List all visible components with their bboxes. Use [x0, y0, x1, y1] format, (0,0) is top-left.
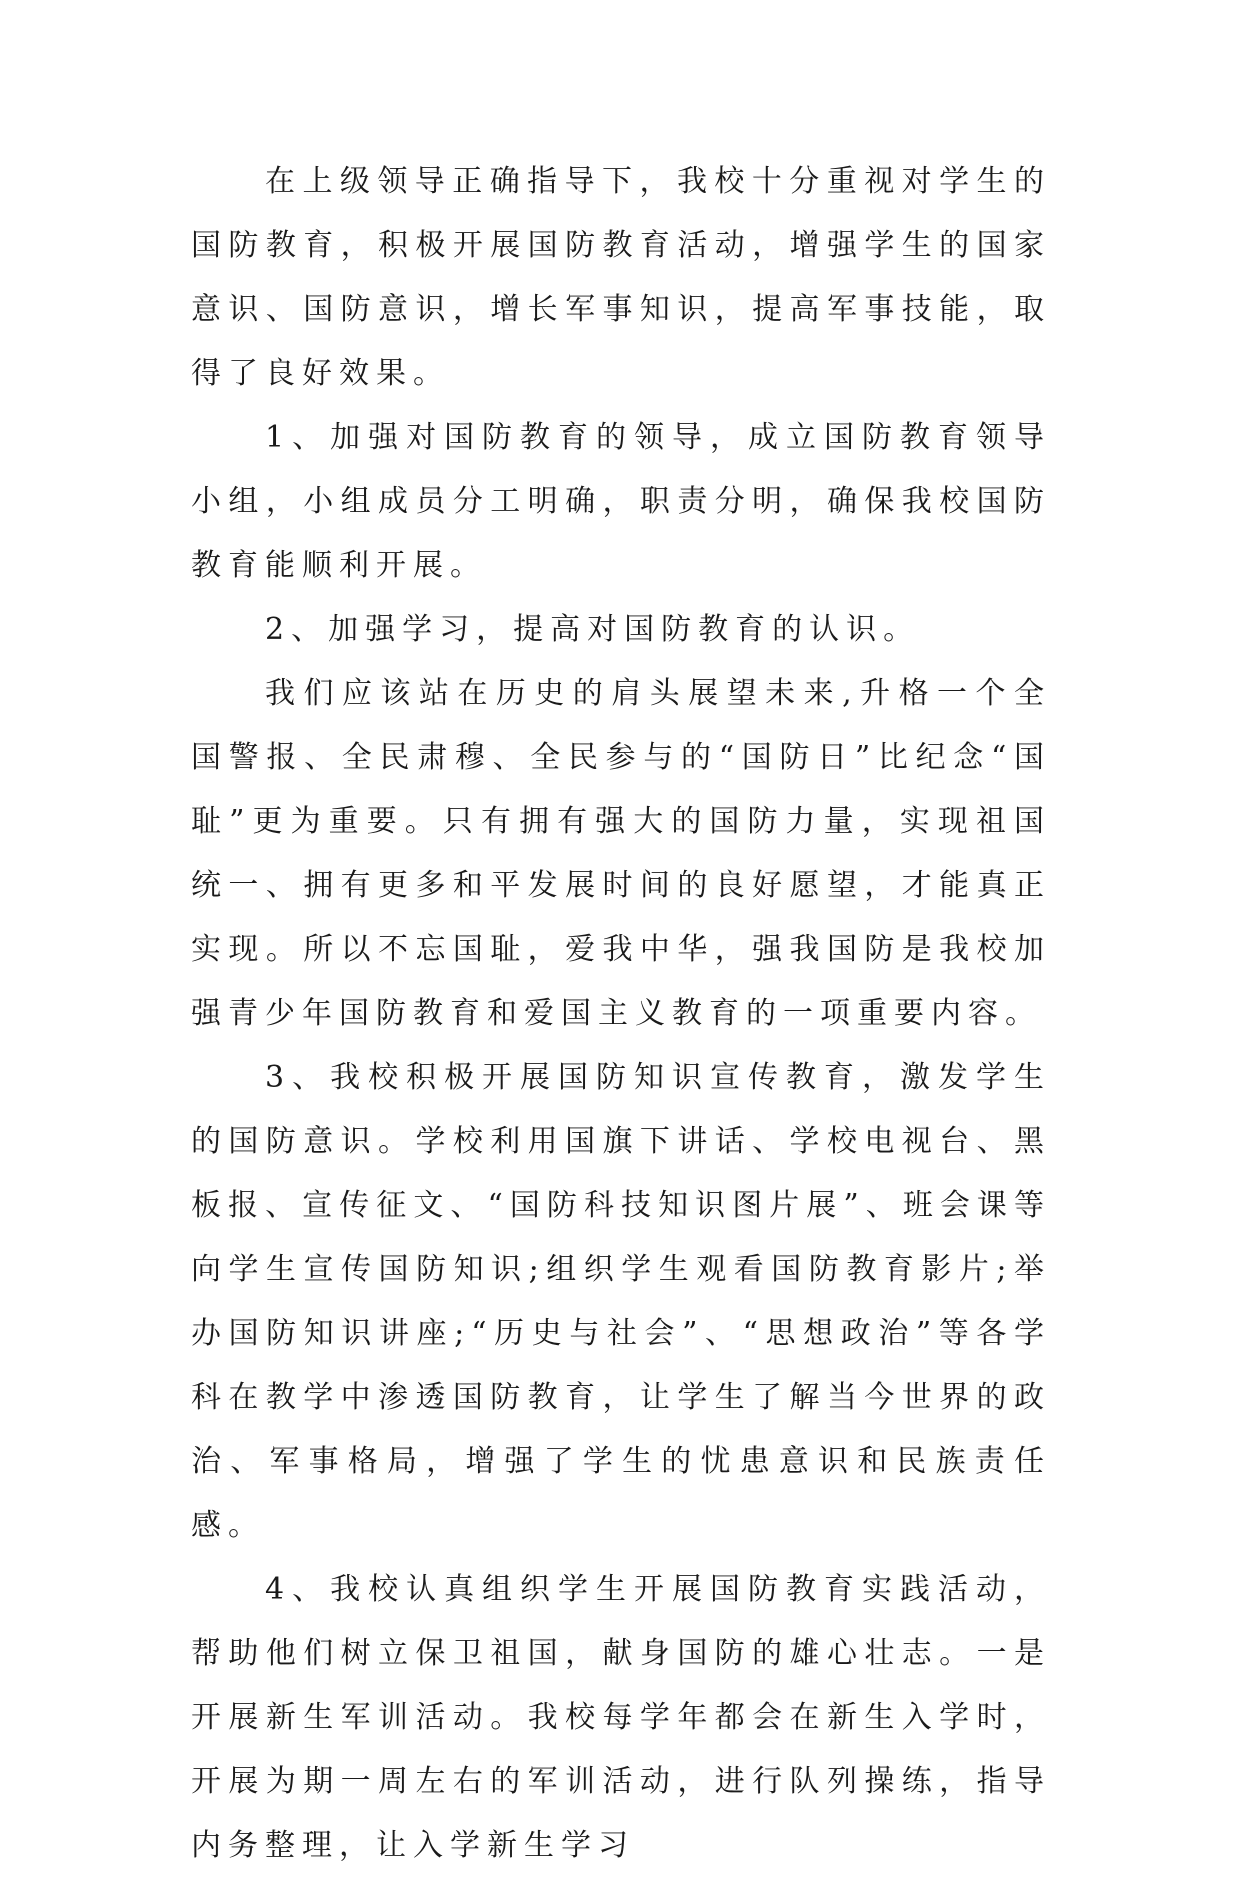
paragraph-item-2: 2、加强学习，提高对国防教育的认识。: [265, 612, 921, 647]
document-body: [191, 150, 1051, 1878]
paragraph-item-4: 4、我校认真组织学生开展国防教育实践活动，帮助他们树立保卫祖国，献身国防的雄心壮志。一是开展新生军训活动。我校每学年都会在新生入学时，开展为期一周左右的军训活动，进行队列操练，指导内务整理，让入学新生学习: [191, 1572, 1051, 1863]
paragraph-item-3: 3、我校积极开展国防知识宣传教育，激发学生的国防意识。学校利用国旗下讲话、学校电视台、黑板报、宣传征文、“国防科技知识图片展”、班会课等向学生宣传国防知识;组织学生观看国防教育影片;举办国防知识讲座;“历史与社会”、“思想政治”等各学科在教学中渗透国防教育，让学生了解当今世界的政治、军事格局，增强了学生的忧患意识和民族责任感。: [191, 1060, 1051, 1543]
paragraph-history: 我们应该站在历史的肩头展望未来,升格一个全国警报、全民肃穆、全民参与的“国防日”比纪念“国耻”更为重要。只有拥有强大的国防力量，实现祖国统一、拥有更多和平发展时间的良好愿望，才能真正实现。所以不忘国耻，爱我中华，强我国防是我校加强青少年国防教育和爱国主义教育的一项重要内容。: [191, 676, 1051, 1031]
paragraph-item-1: 1、加强对国防教育的领导，成立国防教育领导小组，小组成员分工明确，职责分明，确保我校国防教育能顺利开展。: [191, 420, 1051, 583]
paragraph-intro: 在上级领导正确指导下，我校十分重视对学生的国防教育，积极开展国防教育活动，增强学生的国家意识、国防意识，增长军事知识，提高军事技能，取得了良好效果。: [191, 164, 1051, 391]
